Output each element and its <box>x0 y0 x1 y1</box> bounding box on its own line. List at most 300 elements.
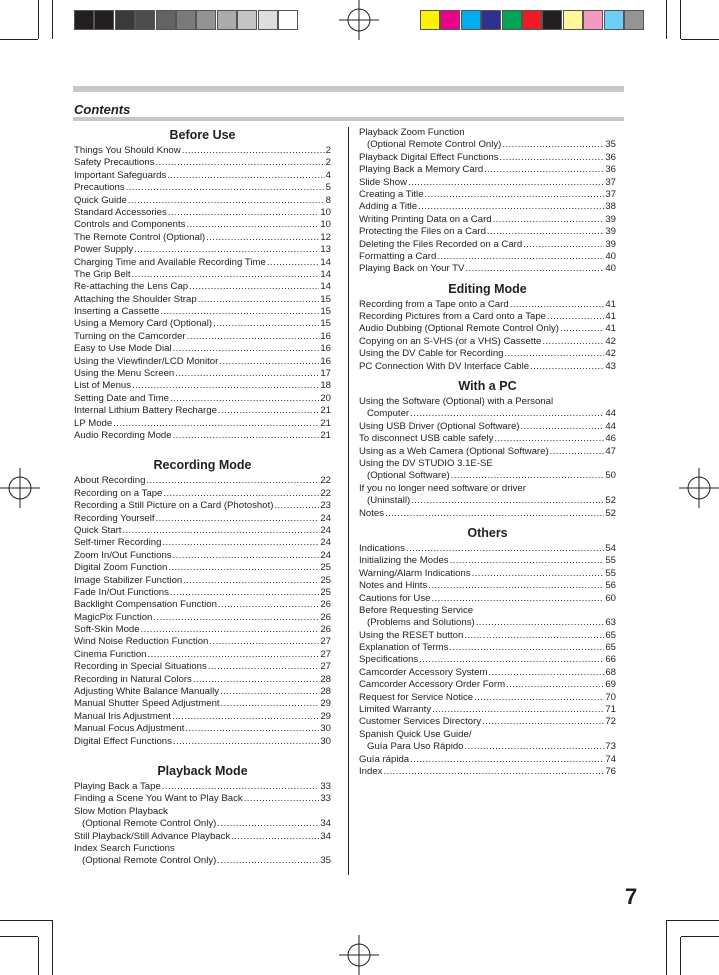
color-swatch <box>94 10 114 30</box>
color-swatch <box>258 10 278 30</box>
toc-entry-title: (Optional Software) <box>367 470 450 482</box>
toc-entry[interactable] <box>74 157 331 169</box>
section-heading: Recording Mode <box>153 458 252 473</box>
toc-entry-title: About Recording <box>74 475 146 487</box>
toc-page-number: 60 <box>605 592 616 604</box>
dot-leader <box>523 239 604 251</box>
toc-page-number: 30 <box>320 723 331 735</box>
dot-leader <box>510 299 605 311</box>
column-divider <box>348 127 349 875</box>
toc-page-number: 38 <box>605 201 616 213</box>
toc-entry-title: Fade In/Out Functions <box>74 586 169 598</box>
section-heading: With a PC <box>458 379 517 394</box>
toc-entry[interactable] <box>74 430 331 442</box>
toc-entry[interactable] <box>359 251 616 263</box>
toc-entry[interactable] <box>359 421 616 433</box>
color-swatch <box>522 10 542 30</box>
toc-page-number: 26 <box>320 611 331 623</box>
dot-leader <box>274 500 319 512</box>
dot-leader <box>449 642 604 654</box>
toc-page-number: 55 <box>605 567 616 579</box>
toc-entry[interactable] <box>359 396 616 408</box>
color-swatch <box>624 10 644 30</box>
color-swatch <box>563 10 583 30</box>
dot-leader <box>198 294 320 306</box>
toc-entry-title: Recording a Still Picture on a Card (Photoshot) <box>74 500 274 512</box>
toc-entry-title: Manual Focus Adjustment <box>74 723 185 735</box>
toc-page-number: 15 <box>320 293 331 305</box>
toc-entry-title: Recording on a Tape <box>74 487 163 499</box>
toc-entry[interactable] <box>74 145 331 157</box>
dot-leader <box>213 318 319 330</box>
toc-page-number: 37 <box>605 188 616 200</box>
toc-entry[interactable] <box>74 356 331 368</box>
dot-leader <box>428 580 604 592</box>
toc-entry-title: Still Playback/Still Advance Playback <box>74 830 231 842</box>
toc-entry[interactable] <box>74 686 331 698</box>
header-rule-bottom <box>73 117 624 121</box>
toc-entry-title: (Optional Remote Control Only) <box>82 855 217 867</box>
dot-leader <box>221 698 320 710</box>
toc-entry-title: Audio Recording Mode <box>74 429 172 441</box>
toc-page-number: 14 <box>320 268 331 280</box>
dot-leader <box>175 368 319 380</box>
dot-leader <box>217 818 319 830</box>
toc-entry[interactable] <box>74 475 331 487</box>
dot-leader <box>170 393 319 405</box>
toc-entry[interactable] <box>74 244 331 256</box>
toc-page-number: 15 <box>320 318 331 330</box>
toc-page-number: 44 <box>605 420 616 432</box>
toc-page-number: 13 <box>320 244 331 256</box>
toc-entry[interactable] <box>359 654 616 666</box>
toc-entry[interactable] <box>359 239 616 251</box>
dot-leader <box>162 537 319 549</box>
toc-entry[interactable] <box>359 483 616 495</box>
toc-entry-title: (Optional Remote Control Only) <box>367 139 502 151</box>
toc-entry-title: Easy to Use Mode Dial <box>74 343 172 355</box>
toc-page-number: 73 <box>605 741 616 753</box>
color-swatch <box>237 10 257 30</box>
toc-entry[interactable] <box>74 232 331 244</box>
toc-entry-title: Backlight Compensation Function <box>74 599 217 611</box>
page-number: 7 <box>625 884 638 909</box>
toc-entry[interactable] <box>359 605 616 617</box>
color-swatch <box>196 10 216 30</box>
toc-entry-title: Controls and Components <box>74 219 186 231</box>
toc-entry-title: Computer <box>367 408 410 420</box>
dot-leader <box>431 593 604 605</box>
dot-leader <box>148 649 320 661</box>
toc-page-number: 21 <box>320 417 331 429</box>
toc-entry[interactable] <box>74 550 331 562</box>
toc-section <box>359 276 616 373</box>
toc-entry[interactable] <box>359 580 616 592</box>
toc-entry-title: (Uninstall) <box>367 495 411 507</box>
toc-entry-title: Playing Back a Memory Card <box>359 164 484 176</box>
toc-entry-title: Cautions for Use <box>359 592 431 604</box>
toc-entry[interactable] <box>74 636 331 648</box>
toc-page-number: 28 <box>320 673 331 685</box>
toc-entry-title: Image Stabilizer Function <box>74 574 183 586</box>
toc-entry[interactable] <box>74 831 331 843</box>
dot-leader <box>385 508 604 520</box>
toc-page-number: 39 <box>605 226 616 238</box>
toc-entry-title: Manual Iris Adjustment <box>74 710 172 722</box>
toc-page-number: 68 <box>605 666 616 678</box>
toc-entry-title: Digital Effect Functions <box>74 735 172 747</box>
dot-leader <box>168 562 319 574</box>
toc-entry[interactable] <box>74 281 331 293</box>
toc-entry[interactable] <box>359 177 616 189</box>
toc-right-column <box>359 127 616 778</box>
dot-leader <box>425 189 605 201</box>
toc-entry[interactable] <box>74 368 331 380</box>
registration-mark-bottom <box>339 935 379 975</box>
toc-entry[interactable] <box>359 729 616 741</box>
toc-entry[interactable] <box>359 446 616 458</box>
dot-leader <box>465 263 604 275</box>
color-swatch <box>115 10 135 30</box>
toc-entry[interactable] <box>74 488 331 500</box>
toc-entry-title: Audio Dubbing (Optional Remote Control Only) <box>359 323 559 335</box>
toc-entry-title: If you no longer need software or driver <box>359 482 526 494</box>
toc-entry[interactable] <box>74 781 331 793</box>
dot-leader <box>474 692 604 704</box>
toc-entry[interactable] <box>74 513 331 525</box>
toc-entry-title: (Optional Remote Control Only) <box>82 818 217 830</box>
toc-entry[interactable] <box>359 201 616 213</box>
toc-entry[interactable] <box>74 624 331 636</box>
toc-page-number: 76 <box>605 765 616 777</box>
toc-entry[interactable] <box>359 617 616 629</box>
toc-entry[interactable] <box>359 226 616 238</box>
toc-entry[interactable] <box>74 380 331 392</box>
dot-leader <box>193 674 319 686</box>
toc-page-number: 50 <box>605 470 616 482</box>
toc-entry[interactable] <box>74 674 331 686</box>
registration-mark-left <box>0 468 40 508</box>
toc-entry[interactable] <box>359 336 616 348</box>
toc-page-number: 65 <box>605 629 616 641</box>
dot-leader <box>126 182 325 194</box>
toc-entry[interactable] <box>359 139 616 151</box>
toc-page-number: 33 <box>320 793 331 805</box>
dot-leader <box>502 139 604 151</box>
toc-entry[interactable] <box>359 348 616 360</box>
toc-entry-title: Recording from a Tape onto a Card <box>359 298 509 310</box>
toc-entry-title: Slow Motion Playback <box>74 805 168 817</box>
toc-entry-title: Using as a Web Camera (Optional Software) <box>359 445 549 457</box>
toc-entry[interactable] <box>359 164 616 176</box>
toc-section <box>74 127 331 442</box>
toc-page-number: 24 <box>320 524 331 536</box>
toc-section <box>359 373 616 520</box>
toc-entry[interactable] <box>359 766 616 778</box>
toc-entry[interactable] <box>359 323 616 335</box>
toc-entry-title: Playing Back on Your TV <box>359 263 465 275</box>
toc-entry-title: Guía rápida <box>359 753 410 765</box>
toc-entry[interactable] <box>74 562 331 574</box>
toc-entry[interactable] <box>359 692 616 704</box>
toc-entry-title: Warning/Alarm Indications <box>359 567 471 579</box>
dot-leader <box>482 716 604 728</box>
toc-page-number: 22 <box>320 475 331 487</box>
dot-leader <box>560 323 604 335</box>
toc-entry[interactable] <box>359 299 616 311</box>
dot-leader <box>244 793 320 805</box>
toc-entry[interactable] <box>74 698 331 710</box>
toc-page-number: 42 <box>605 335 616 347</box>
toc-entry[interactable] <box>74 418 331 430</box>
dot-leader <box>173 736 319 748</box>
toc-entry[interactable] <box>74 257 331 269</box>
dot-leader <box>500 152 605 164</box>
toc-entry[interactable] <box>74 182 331 194</box>
toc-entry[interactable] <box>359 214 616 226</box>
toc-page-number: 5 <box>325 182 331 194</box>
color-swatch <box>176 10 196 30</box>
toc-entry[interactable] <box>359 716 616 728</box>
toc-page-number: 26 <box>320 599 331 611</box>
toc-entry[interactable] <box>359 704 616 716</box>
toc-entry-title: Using the Viewfinder/LCD Monitor <box>74 355 219 367</box>
color-swatch <box>278 10 298 30</box>
dot-leader <box>162 781 320 793</box>
dot-leader <box>506 679 604 691</box>
dot-leader <box>113 418 319 430</box>
dot-leader <box>410 408 604 420</box>
section-heading: Before Use <box>169 128 236 142</box>
toc-page-number: 16 <box>320 355 331 367</box>
toc-entry[interactable] <box>74 855 331 867</box>
toc-entry[interactable] <box>359 593 616 605</box>
toc-entry[interactable] <box>74 500 331 512</box>
toc-entry[interactable] <box>359 508 616 520</box>
dot-leader <box>156 513 320 525</box>
toc-entry[interactable] <box>74 294 331 306</box>
toc-entry[interactable] <box>74 599 331 611</box>
toc-entry-title: Notes and Hints <box>359 580 428 592</box>
dot-leader <box>218 405 319 417</box>
toc-page-number: 8 <box>325 194 331 206</box>
dot-leader <box>547 311 604 323</box>
toc-entry[interactable] <box>74 405 331 417</box>
toc-entry[interactable] <box>359 630 616 642</box>
toc-entry[interactable] <box>359 408 616 420</box>
toc-entry[interactable] <box>359 311 616 323</box>
dot-leader <box>408 177 604 189</box>
registration-mark-top <box>339 0 379 40</box>
toc-entry[interactable] <box>74 219 331 231</box>
toc-entry[interactable] <box>359 555 616 567</box>
dot-leader <box>122 525 319 537</box>
toc-entry[interactable] <box>359 263 616 275</box>
toc-page-number: 14 <box>320 281 331 293</box>
toc-entry-title: Adjusting White Balance Manually <box>74 686 220 698</box>
color-swatch <box>542 10 562 30</box>
dot-leader <box>487 226 604 238</box>
toc-entry[interactable] <box>74 612 331 624</box>
toc-entry[interactable] <box>74 207 331 219</box>
toc-page-number: 27 <box>320 661 331 673</box>
toc-entry-title: The Grip Belt <box>74 268 131 280</box>
toc-page-number: 2 <box>325 157 331 169</box>
toc-page-number: 15 <box>320 306 331 318</box>
dot-leader <box>182 145 325 157</box>
toc-page-number: 69 <box>605 679 616 691</box>
color-swatch <box>461 10 481 30</box>
dot-leader <box>505 348 605 360</box>
toc-page-number: 34 <box>320 818 331 830</box>
color-swatch <box>74 10 94 30</box>
section-heading: Playback Mode <box>157 763 248 778</box>
toc-left-column <box>74 127 331 868</box>
registration-mark-right <box>679 468 719 508</box>
toc-page-number: 36 <box>605 164 616 176</box>
toc-entry-title: Before Requesting Service <box>359 604 474 616</box>
toc-page-number: 26 <box>320 624 331 636</box>
toc-entry-title: Index Search Functions <box>74 842 175 854</box>
toc-page-number: 23 <box>320 500 331 512</box>
toc-entry-title: Camcorder Accessory Order Form <box>359 679 506 691</box>
toc-entry-title: Using the DV STUDIO 3.1E-SE <box>359 457 493 469</box>
toc-entry[interactable] <box>74 331 331 343</box>
toc-entry-title: Zoom In/Out Functions <box>74 549 172 561</box>
dot-leader <box>186 219 319 231</box>
toc-entry[interactable] <box>359 152 616 164</box>
toc-page-number: 28 <box>320 686 331 698</box>
toc-entry[interactable] <box>359 127 616 139</box>
toc-entry[interactable] <box>74 587 331 599</box>
toc-page-number: 21 <box>320 429 331 441</box>
toc-entry[interactable] <box>74 537 331 549</box>
dot-leader <box>132 269 320 281</box>
toc-page-number: 35 <box>605 139 616 151</box>
toc-page-number: 16 <box>320 330 331 342</box>
toc-entry-title: Important Safeguards <box>74 169 167 181</box>
toc-entry[interactable] <box>359 679 616 691</box>
dot-leader <box>173 550 320 562</box>
dot-leader <box>189 281 319 293</box>
toc-page-number: 27 <box>320 648 331 660</box>
toc-entry[interactable] <box>74 195 331 207</box>
toc-entry[interactable] <box>359 433 616 445</box>
toc-entry-title: Internal Lithium Battery Recharge <box>74 405 217 417</box>
toc-page-number: 47 <box>605 445 616 457</box>
toc-entry-title: LP Mode <box>74 417 113 429</box>
toc-page-number: 52 <box>605 495 616 507</box>
toc-entry[interactable] <box>74 723 331 735</box>
toc-section <box>359 520 616 778</box>
color-swatch <box>583 10 603 30</box>
toc-entry[interactable] <box>359 458 616 470</box>
toc-page-number: 46 <box>605 433 616 445</box>
toc-entry[interactable] <box>359 361 616 373</box>
toc-entry-title: Playback Zoom Function <box>359 127 465 138</box>
toc-entry[interactable] <box>74 170 331 182</box>
toc-page-number: 24 <box>320 537 331 549</box>
toc-page-number: 29 <box>320 710 331 722</box>
toc-entry-title: Recording Pictures from a Card onto a Tape <box>359 311 546 323</box>
dot-leader <box>437 251 604 263</box>
toc-entry[interactable] <box>74 306 331 318</box>
toc-entry[interactable] <box>359 543 616 555</box>
toc-entry[interactable] <box>74 806 331 818</box>
toc-entry[interactable] <box>74 575 331 587</box>
toc-entry-title: Using a Memory Card (Optional) <box>74 318 213 330</box>
toc-entry[interactable] <box>359 667 616 679</box>
toc-entry[interactable] <box>359 470 616 482</box>
toc-page-number: 36 <box>605 151 616 163</box>
toc-entry-title: Indications <box>359 542 405 554</box>
toc-page-number: 52 <box>605 507 616 519</box>
toc-page-number: 44 <box>605 408 616 420</box>
toc-page-number: 21 <box>320 405 331 417</box>
toc-entry[interactable] <box>74 269 331 281</box>
dot-leader <box>406 543 604 555</box>
toc-page-number: 33 <box>320 780 331 792</box>
toc-page-number: 39 <box>605 213 616 225</box>
toc-entry[interactable] <box>74 525 331 537</box>
toc-page-number: 17 <box>320 368 331 380</box>
dot-leader <box>542 336 604 348</box>
toc-entry[interactable] <box>359 189 616 201</box>
dot-leader <box>206 232 319 244</box>
toc-entry[interactable] <box>359 754 616 766</box>
toc-entry[interactable] <box>74 393 331 405</box>
toc-entry-title: Camcorder Accessory System <box>359 666 488 678</box>
toc-page-number: 43 <box>605 360 616 372</box>
toc-entry[interactable] <box>359 495 616 507</box>
section-heading: Others <box>467 525 508 540</box>
dot-leader <box>464 630 604 642</box>
color-swatch <box>217 10 237 30</box>
toc-entry[interactable] <box>74 649 331 661</box>
dot-leader <box>520 421 604 433</box>
toc-entry[interactable] <box>359 568 616 580</box>
toc-entry-title: Playback Digital Effect Functions <box>359 151 499 163</box>
toc-entry[interactable] <box>74 818 331 830</box>
color-swatch <box>481 10 501 30</box>
toc-entry-title: Guía Para Uso Rápido <box>367 741 464 753</box>
dot-leader <box>217 855 319 867</box>
toc-entry-title: Charging Time and Available Recording Time <box>74 256 266 268</box>
dot-leader <box>128 195 325 207</box>
toc-entry[interactable] <box>359 642 616 654</box>
toc-entry[interactable] <box>74 843 331 855</box>
toc-page-number: 42 <box>605 348 616 360</box>
toc-entry[interactable] <box>359 741 616 753</box>
toc-entry[interactable] <box>74 736 331 748</box>
toc-entry-title: Protecting the Files on a Card <box>359 226 486 238</box>
toc-entry-title: Using the RESET button <box>359 629 464 641</box>
toc-entry-title: Using the DV Cable for Recording <box>359 348 504 360</box>
toc-entry[interactable] <box>74 343 331 355</box>
dot-leader <box>465 741 605 753</box>
toc-entry[interactable] <box>74 711 331 723</box>
dot-leader <box>173 430 320 442</box>
toc-page-number: 71 <box>605 704 616 716</box>
color-swatch <box>420 10 440 30</box>
toc-entry[interactable] <box>74 318 331 330</box>
toc-page-number: 40 <box>605 250 616 262</box>
toc-page-number: 70 <box>605 691 616 703</box>
toc-entry-title: Re-attaching the Lens Cap <box>74 281 189 293</box>
toc-entry[interactable] <box>74 793 331 805</box>
toc-entry-title: Using the Menu Screen <box>74 368 175 380</box>
toc-entry[interactable] <box>74 661 331 673</box>
